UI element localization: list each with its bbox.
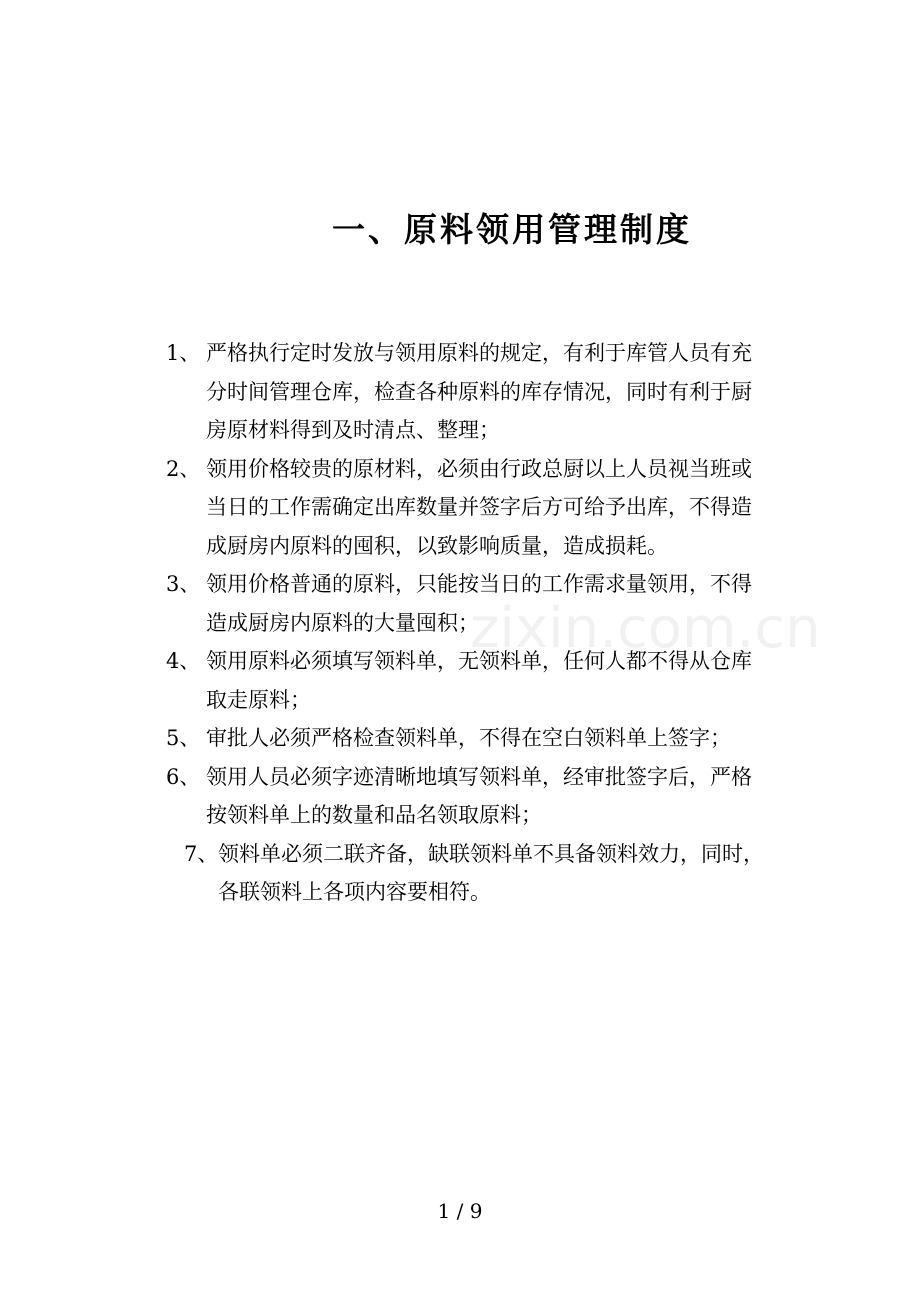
rule-text-line: 审批人必须严格检查领料单，不得在空白领料单上签字； (206, 726, 731, 750)
rule-number: 4、 (166, 649, 201, 673)
watermark: zixin.com.cn (470, 596, 821, 661)
rule-number: 2、 (166, 456, 201, 481)
rule-number: 6、 (166, 764, 201, 789)
rule-text-line: 成厨房内原料的囤积，以致影响质量，造成损耗。 (206, 533, 668, 558)
rule-item-7 (160, 835, 820, 912)
rule-text-line: 分时间管理仓库，检查各种原料的库存情况，同时有利于厨 (206, 379, 752, 404)
rule-text-line: 严格执行定时发放与领用原料的规定，有利于库管人员有充 (206, 341, 752, 365)
rule-text-line: 领用原料必须填写领料单，无领料单，任何人都不得从仓库 (206, 649, 752, 673)
rule-text-line: 当日的工作需确定出库数量并签字后方可给予出库，不得造 (206, 495, 752, 519)
rule-text-line: 取走原料； (206, 687, 311, 712)
page-current: 1 (437, 1199, 451, 1223)
rule-number: 5、 (166, 726, 201, 750)
rule-number: 3、 (166, 572, 201, 596)
page-title: 一、原料领用管理制度 (332, 210, 692, 249)
rule-text-line: 造成厨房内原料的大量囤积； (206, 610, 479, 635)
rule-text-line: 房原材料得到及时清点、整理； (206, 418, 500, 442)
page-separator: / (456, 1199, 464, 1223)
page-total: 9 (469, 1199, 483, 1223)
rule-item-5 (160, 719, 820, 758)
rule-text-line: 领用人员必须字迹清晰地填写领料单，经审批签字后，严格 (206, 764, 752, 789)
rule-item-1 (160, 334, 820, 450)
rule-item-6 (160, 758, 820, 835)
rule-number: 1、 (166, 341, 201, 365)
rule-item-2 (160, 450, 820, 566)
rule-text-line: 领料单必须二联齐备，缺联领料单不具备领料效力，同时， (218, 841, 764, 866)
page-number (0, 1196, 920, 1226)
rule-number: 7、 (184, 841, 219, 866)
rule-text-line: 领用价格普通的原料，只能按当日的工作需求量领用，不得 (206, 572, 752, 596)
rule-text-line: 各联领料上各项内容要相符。 (218, 880, 491, 904)
rule-text-line: 按领料单上的数量和品名领取原料； (206, 803, 542, 827)
rule-text-line: 领用价格较贵的原材料，必须由行政总厨以上人员视当班或 (206, 456, 752, 481)
